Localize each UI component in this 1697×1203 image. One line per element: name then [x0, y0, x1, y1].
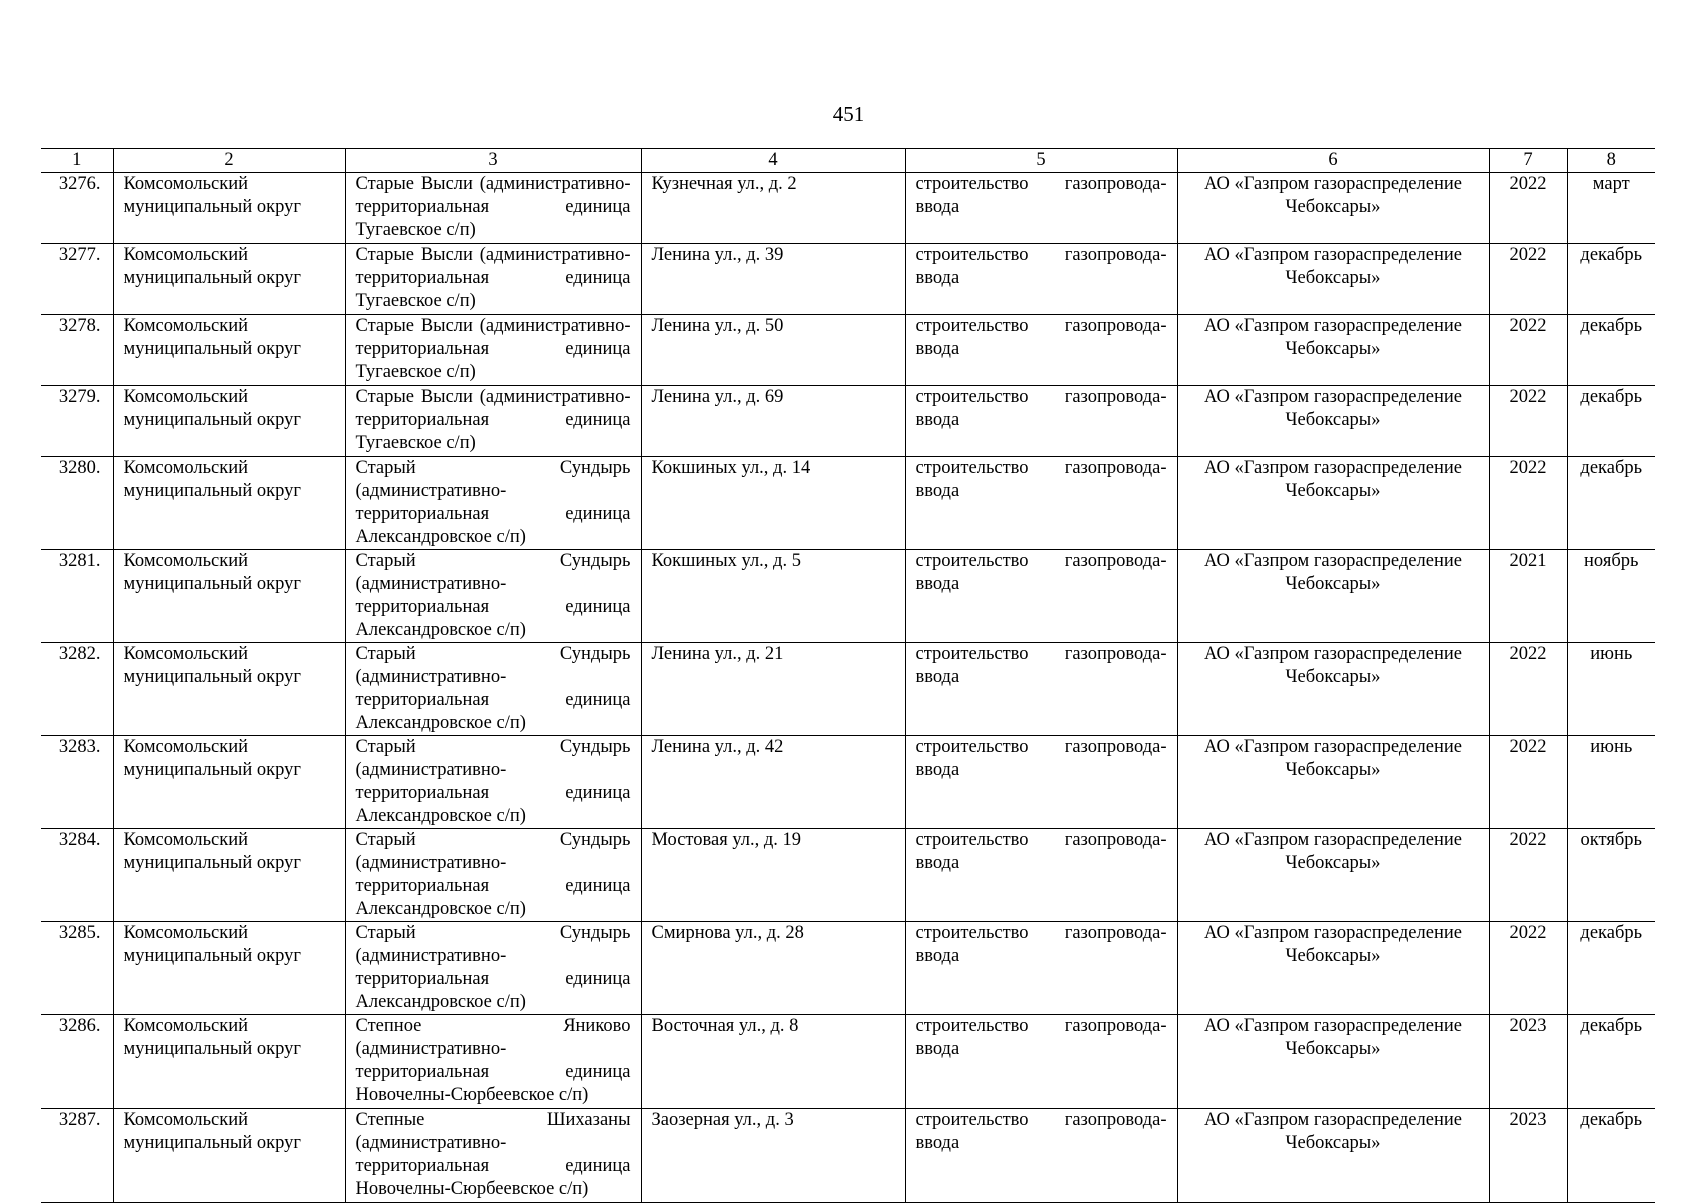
table-row: [41, 922, 1655, 1015]
work-type-cell: строительство газопровода-ввода: [905, 829, 1177, 922]
address-cell: Кокшиных ул., д. 5: [641, 550, 905, 643]
locality-cell: Старый Сундырь (административно-территориальная единица Александровское с/п): [345, 829, 641, 922]
row-number-cell: 3285.: [41, 922, 113, 1015]
organization-cell: АО «Газпром газораспределение Чебоксары»: [1177, 244, 1489, 315]
table-row: [41, 386, 1655, 457]
gasification-table: [41, 148, 1655, 1203]
year-cell: 2022: [1489, 457, 1567, 550]
table-row: [41, 457, 1655, 550]
district-cell: Комсомольский муниципальный округ: [113, 550, 345, 643]
table-row: [41, 550, 1655, 643]
row-number-cell: 3277.: [41, 244, 113, 315]
table-row: [41, 829, 1655, 922]
locality-cell: Старый Сундырь (административно-территориальная единица Александровское с/п): [345, 736, 641, 829]
district-cell: Комсомольский муниципальный округ: [113, 736, 345, 829]
month-cell: декабрь: [1567, 315, 1655, 386]
row-number-cell: 3281.: [41, 550, 113, 643]
district-cell: Комсомольский муниципальный округ: [113, 386, 345, 457]
address-cell: Мостовая ул., д. 19: [641, 829, 905, 922]
year-cell: 2022: [1489, 643, 1567, 736]
work-type-cell: строительство газопровода-ввода: [905, 1015, 1177, 1109]
column-header: 8: [1567, 149, 1655, 173]
organization-cell: АО «Газпром газораспределение Чебоксары»: [1177, 736, 1489, 829]
table-row: [41, 244, 1655, 315]
column-header: 5: [905, 149, 1177, 173]
organization-cell: АО «Газпром газораспределение Чебоксары»: [1177, 173, 1489, 244]
address-cell: Кузнечная ул., д. 2: [641, 173, 905, 244]
locality-cell: Старый Сундырь (административно-территориальная единица Александровское с/п): [345, 550, 641, 643]
organization-cell: АО «Газпром газораспределение Чебоксары»: [1177, 457, 1489, 550]
column-header: 2: [113, 149, 345, 173]
table-row: [41, 1109, 1655, 1203]
column-header: 6: [1177, 149, 1489, 173]
locality-cell: Степные Шихазаны (административно-территориальная единица Новочелны-Сюрбеевское с/п): [345, 1109, 641, 1203]
work-type-cell: строительство газопровода-ввода: [905, 457, 1177, 550]
district-cell: Комсомольский муниципальный округ: [113, 643, 345, 736]
work-type-cell: строительство газопровода-ввода: [905, 922, 1177, 1015]
address-cell: Кокшиных ул., д. 14: [641, 457, 905, 550]
organization-cell: АО «Газпром газораспределение Чебоксары»: [1177, 829, 1489, 922]
table-row: [41, 1015, 1655, 1109]
work-type-cell: строительство газопровода-ввода: [905, 550, 1177, 643]
month-cell: ноябрь: [1567, 550, 1655, 643]
organization-cell: АО «Газпром газораспределение Чебоксары»: [1177, 643, 1489, 736]
work-type-cell: строительство газопровода-ввода: [905, 315, 1177, 386]
address-cell: Ленина ул., д. 69: [641, 386, 905, 457]
address-cell: Ленина ул., д. 42: [641, 736, 905, 829]
district-cell: Комсомольский муниципальный округ: [113, 315, 345, 386]
year-cell: 2022: [1489, 922, 1567, 1015]
row-number-cell: 3276.: [41, 173, 113, 244]
locality-cell: Старый Сундырь (административно-территориальная единица Александровское с/п): [345, 922, 641, 1015]
address-cell: Ленина ул., д. 21: [641, 643, 905, 736]
page-number: 451: [832, 102, 865, 126]
year-cell: 2022: [1489, 244, 1567, 315]
month-cell: декабрь: [1567, 1015, 1655, 1109]
address-cell: Восточная ул., д. 8: [641, 1015, 905, 1109]
district-cell: Комсомольский муниципальный округ: [113, 922, 345, 1015]
column-header: 4: [641, 149, 905, 173]
organization-cell: АО «Газпром газораспределение Чебоксары»: [1177, 922, 1489, 1015]
year-cell: 2022: [1489, 736, 1567, 829]
district-cell: Комсомольский муниципальный округ: [113, 457, 345, 550]
district-cell: Комсомольский муниципальный округ: [113, 1109, 345, 1203]
month-cell: декабрь: [1567, 922, 1655, 1015]
row-number-cell: 3286.: [41, 1015, 113, 1109]
column-header: 7: [1489, 149, 1567, 173]
column-header: 1: [41, 149, 113, 173]
year-cell: 2022: [1489, 173, 1567, 244]
work-type-cell: строительство газопровода-ввода: [905, 386, 1177, 457]
organization-cell: АО «Газпром газораспределение Чебоксары»: [1177, 386, 1489, 457]
locality-cell: Старые Высли (административно-территориальная единица Тугаевское с/п): [345, 386, 641, 457]
address-cell: Ленина ул., д. 50: [641, 315, 905, 386]
year-cell: 2022: [1489, 315, 1567, 386]
column-header: 3: [345, 149, 641, 173]
month-cell: октябрь: [1567, 829, 1655, 922]
year-cell: 2023: [1489, 1015, 1567, 1109]
locality-cell: Старые Высли (административно-территориальная единица Тугаевское с/п): [345, 173, 641, 244]
locality-cell: Старый Сундырь (административно-территориальная единица Александровское с/п): [345, 643, 641, 736]
work-type-cell: строительство газопровода-ввода: [905, 244, 1177, 315]
locality-cell: Старые Высли (административно-территориальная единица Тугаевское с/п): [345, 244, 641, 315]
row-number-cell: 3280.: [41, 457, 113, 550]
month-cell: июнь: [1567, 643, 1655, 736]
year-cell: 2022: [1489, 386, 1567, 457]
year-cell: 2022: [1489, 829, 1567, 922]
month-cell: декабрь: [1567, 386, 1655, 457]
row-number-cell: 3287.: [41, 1109, 113, 1203]
year-cell: 2021: [1489, 550, 1567, 643]
table-row: [41, 643, 1655, 736]
row-number-cell: 3283.: [41, 736, 113, 829]
row-number-cell: 3278.: [41, 315, 113, 386]
month-cell: декабрь: [1567, 1109, 1655, 1203]
address-cell: Ленина ул., д. 39: [641, 244, 905, 315]
locality-cell: Старые Высли (административно-территориальная единица Тугаевское с/п): [345, 315, 641, 386]
district-cell: Комсомольский муниципальный округ: [113, 244, 345, 315]
address-cell: Смирнова ул., д. 28: [641, 922, 905, 1015]
district-cell: Комсомольский муниципальный округ: [113, 1015, 345, 1109]
work-type-cell: строительство газопровода-ввода: [905, 173, 1177, 244]
month-cell: декабрь: [1567, 457, 1655, 550]
column-number-header-row: [41, 149, 1655, 173]
month-cell: март: [1567, 173, 1655, 244]
table-row: [41, 173, 1655, 244]
table-row: [41, 315, 1655, 386]
address-cell: Заозерная ул., д. 3: [641, 1109, 905, 1203]
work-type-cell: строительство газопровода-ввода: [905, 1109, 1177, 1203]
table-row: [41, 736, 1655, 829]
row-number-cell: 3279.: [41, 386, 113, 457]
month-cell: июнь: [1567, 736, 1655, 829]
row-number-cell: 3284.: [41, 829, 113, 922]
work-type-cell: строительство газопровода-ввода: [905, 736, 1177, 829]
year-cell: 2023: [1489, 1109, 1567, 1203]
locality-cell: Старый Сундырь (административно-территориальная единица Александровское с/п): [345, 457, 641, 550]
row-number-cell: 3282.: [41, 643, 113, 736]
table-body: [41, 149, 1655, 1203]
organization-cell: АО «Газпром газораспределение Чебоксары»: [1177, 1109, 1489, 1203]
work-type-cell: строительство газопровода-ввода: [905, 643, 1177, 736]
organization-cell: АО «Газпром газораспределение Чебоксары»: [1177, 1015, 1489, 1109]
organization-cell: АО «Газпром газораспределение Чебоксары»: [1177, 315, 1489, 386]
month-cell: декабрь: [1567, 244, 1655, 315]
locality-cell: Степное Яниково (административно-территориальная единица Новочелны-Сюрбеевское с/п): [345, 1015, 641, 1109]
district-cell: Комсомольский муниципальный округ: [113, 173, 345, 244]
district-cell: Комсомольский муниципальный округ: [113, 829, 345, 922]
organization-cell: АО «Газпром газораспределение Чебоксары»: [1177, 550, 1489, 643]
